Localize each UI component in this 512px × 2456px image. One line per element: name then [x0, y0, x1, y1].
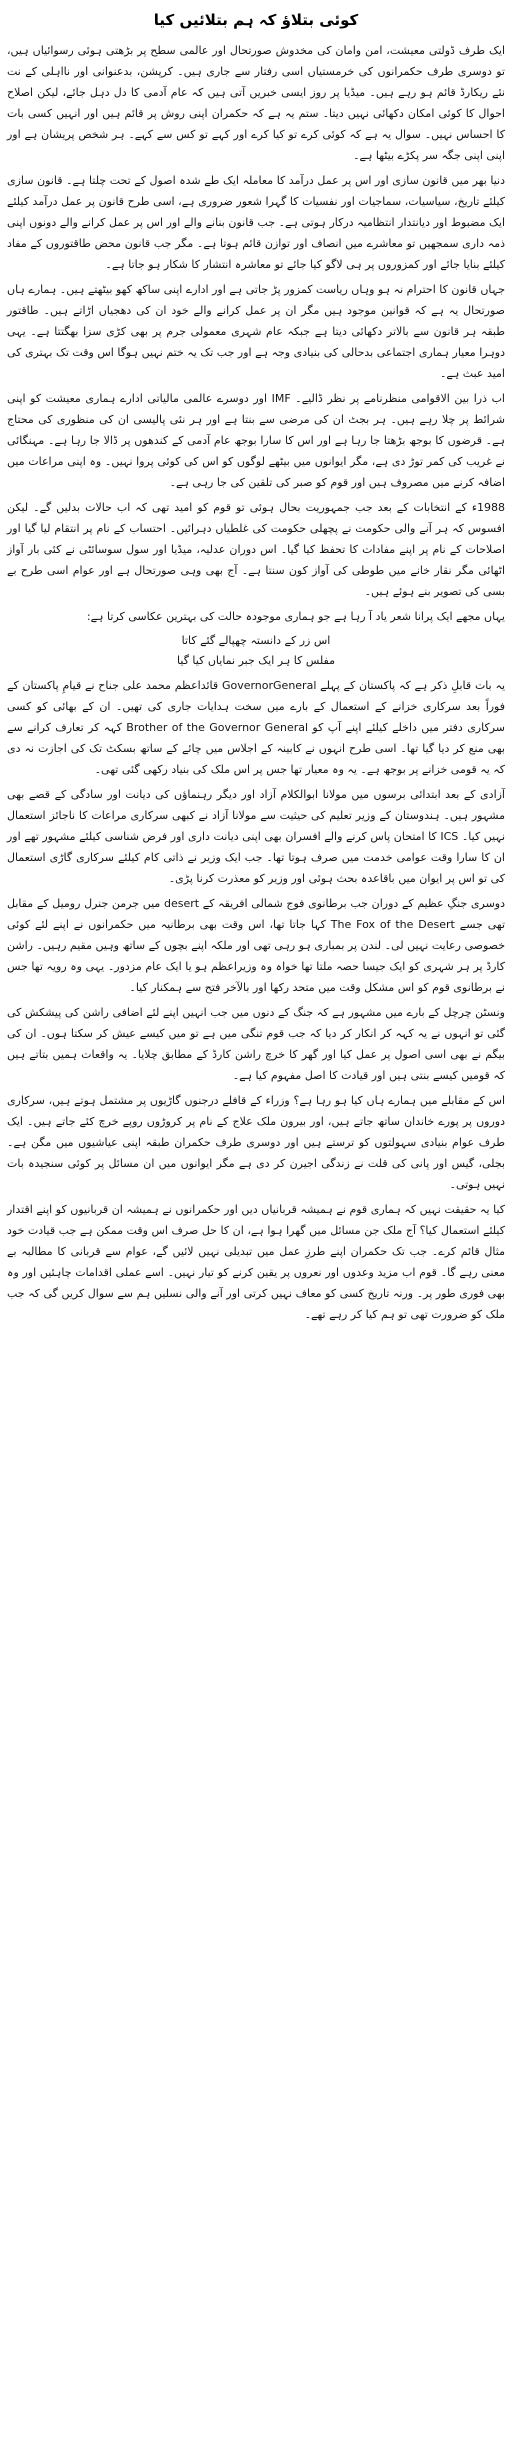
poem-line: اس زر کے دانستہ چھپالے گئے کاتا — [181, 634, 331, 647]
article-body — [7, 40, 505, 1325]
paragraph: یہاں مجھے ایک پرانا شعر یاد آ رہا ہے جو ہماری موجودہ حالت کی بہترین عکاسی کرتا ہے: — [86, 610, 505, 623]
paragraph: 1988ء کے انتخابات کے بعد جب جمہوریت بحال ہوئی تو قوم کو امید تھی کہ اب حالات بدلیں گے۔ لیکن افسوس کہ ہر آنے والی حکومت نے پچھلی حکومت کی غلطیاں دہرائیں۔ احتساب کے نام پر انتقام لیا گیا اور اصلاحات کے نام پر اپنے مفادات کا تحفظ کیا گیا۔ اس دوران عدلیہ، میڈیا اور سول سوسائٹی نے کئی بار آواز اٹھائی مگر نقار خانے میں طوطی کی آواز کون سنتا ہے۔ آج بھی وہی صورتحال ہے اور عوام اسی طرح بے بسی کی تصویر بنے ہوئے ہیں۔ — [7, 501, 505, 598]
paragraph: کیا یہ حقیقت نہیں کہ ہماری قوم نے ہمیشہ قربانیاں دیں اور حکمرانوں نے ہمیشہ ان قربانیوں کو اپنے اقتدار کیلئے استعمال کیا؟ آج ملک جن مسائل میں گھرا ہوا ہے، ان کا حل صرف اس وقت ممکن ہے جب قیادت خود مثال قائم کرے۔ جب تک حکمران اپنے طرزِ عمل میں تبدیلی نہیں لائیں گے، عوام سے قربانی کا مطالبہ بے معنی رہے گا۔ قوم اب مزید وعدوں اور نعروں پر یقین کرنے کو تیار نہیں۔ اسے عملی اقدامات چاہئیں اور وہ بھی فوری طور پر۔ ورنہ تاریخ کسی کو معاف نہیں کرتی اور آنے والی نسلیں ہم سے سوال کریں گی کہ جب ملک کو ضرورت تھی تو ہم کیا کر رہے تھے۔ — [7, 1203, 505, 1321]
paragraph: ونسٹن چرچل کے بارے میں مشہور ہے کہ جنگ کے دنوں میں جب انہیں اپنے لئے اضافی راشن کی پیشکش کی گئی تو انہوں نے یہ کہہ کر انکار کر دیا کہ جب قوم تنگی میں ہے تو میں کیسے عیش کر سکتا ہوں۔ ان کی بیگم نے بھی اسی اصول پر عمل کیا اور گھر کا خرچ راشن کارڈ کے مطابق چلایا۔ یہ واقعات ہمیں بتاتے ہیں کہ قومیں کیسے بنتی ہیں اور قیادت کا اصل مفہوم کیا ہے۔ — [7, 1006, 505, 1082]
paragraph: اب ذرا بین الاقوامی منظرنامے پر نظر ڈالیے۔ IMF اور دوسرے عالمی مالیاتی ادارے ہماری معیشت کو اپنی شرائط پر چلا رہے ہیں۔ ہر بجٹ ان کی مرضی سے بنتا ہے اور ہر نئی پالیسی ان کی منظوری کی محتاج ہے۔ قرضوں کا بوجھ بڑھتا جا رہا ہے اور اس کا سارا بوجھ عام آدمی کے کندھوں پر ڈالا جا رہا ہے۔ مہنگائی نے غریب کی کمر توڑ دی ہے، مگر ایوانوں میں بیٹھے لوگوں کو اس کی کوئی پروا نہیں۔ وہ اپنی مراعات میں اضافہ کرنے میں مصروف ہیں اور قوم کو صبر کی تلقین کی جا رہی ہے۔ — [7, 392, 505, 489]
article-title: کوئی بتلاؤ کہ ہم بتلائیں کیا — [153, 11, 359, 29]
paragraph: اس کے مقابلے میں ہمارے ہاں کیا ہو رہا ہے؟ وزراء کے قافلے درجنوں گاڑیوں پر مشتمل ہوتے ہیں، سرکاری دوروں پر پورے خاندان ساتھ جاتے ہیں، اور بیرون ملک علاج کے نام پر کروڑوں روپے خرچ کئے جاتے ہیں۔ ایک طرف عوام بنیادی سہولتوں کو ترستے ہیں اور دوسری طرف حکمران طبقہ اپنی عیاشیوں میں مگن ہے۔ بجلی، گیس اور پانی کی قلت نے زندگی اجیرن کر دی ہے مگر ایوانوں میں ان مسائل پر کوئی سنجیدہ بات نہیں ہوتی۔ — [7, 1094, 505, 1191]
paragraph: ایک طرف ڈولتی معیشت، امن وامان کی مخدوش صورتحال اور عالمی سطح پر بڑھتی ہوئی رسوائیاں ہیں، تو دوسری طرف حکمرانوں کی خرمستیاں اسی رفتار سے جاری ہیں۔ کرپشن، بدعنوانی اور نااہلی کے نت نئے ریکارڈ قائم ہو رہے ہیں۔ میڈیا پر روز ایسی خبریں آتی ہیں کہ عام آدمی کا دل دہل جائے، لیکن اصلاح احوال کا کوئی امکان دکھائی نہیں دیتا۔ ستم یہ ہے کہ حکمران اپنی روش پر قائم ہیں اور انہیں کسی بات کا احساس نہیں۔ سوال یہ ہے کہ کوئی کرے تو کیا کرے اور کہے تو کس سے کہے۔ ہر شخص پریشان ہے اور اپنی اپنی جگہ سر پکڑے بیٹھا ہے۔ — [7, 44, 505, 162]
poem — [7, 631, 505, 671]
poem-line: مفلس کا ہر ایک جبر نمایاں کیا گیا — [177, 654, 335, 667]
paragraph: یہ بات قابلِ ذکر ہے کہ پاکستان کے پہلے GovernorGeneral قائداعظم محمد علی جناح نے قیامِ پاکستان کے فوراً بعد سرکاری خزانے کے استعمال کے بارے میں سخت ہدایات جاری کی تھیں۔ ان کے بھائی کو کسی سرکاری دفتر میں داخلے کیلئے اپنے آپ کو Brother of the Governor General کہہ کر تعارف کرانے سے بھی منع کر دیا گیا تھا۔ اسی طرح انہوں نے کابینہ کے اجلاس میں چائے کے ساتھ بسکٹ تک کی اجازت نہ دی کہ یہ قومی خزانے پر بوجھ ہے۔ یہ وہ معیار تھا جس پر اس ملک کی بنیاد رکھی گئی تھی۔ — [7, 679, 506, 776]
paragraph: دوسری جنگِ عظیم کے دوران جب برطانوی فوج شمالی افریقہ کے desert میں جرمن جنرل رومیل کے مقابل تھی جسے The Fox of the Desert کہا جاتا تھا، اس وقت بھی برطانیہ میں حکمرانوں نے اپنے لئے کوئی خصوصی رعایت نہیں لی۔ لندن پر بمباری ہو رہی تھی اور ملکہ اپنے بچوں کے ساتھ وہیں مقیم رہیں۔ راشن کارڈ پر ہر شہری کو ایک جیسا حصہ ملتا تھا خواہ وہ وزیراعظم ہو یا ایک عام مزدور۔ یہی وہ رویہ تھا جس نے برطانوی قوم کو اس مشکل وقت میں متحد رکھا اور بالآخر فتح سے ہمکنار کیا۔ — [7, 897, 506, 994]
paragraph: آزادی کے بعد ابتدائی برسوں میں مولانا ابوالکلام آزاد اور دیگر رہنماؤں کی دیانت اور سادگی کے قصے بھی مشہور ہیں۔ ہندوستان کے وزیر تعلیم کی حیثیت سے مولانا آزاد نے کبھی سرکاری مراعات کا ناجائز استعمال نہیں کیا۔ ICS کا امتحان پاس کرنے والے افسران بھی اپنی دیانت داری اور فرض شناسی کیلئے مشہور تھے اور ان کا سارا وقت عوامی خدمت میں صرف ہوتا تھا۔ جب ایک وزیر نے ذاتی کام کیلئے سرکاری گاڑی استعمال کی تو اس پر ایوان میں باقاعدہ بحث ہوئی اور وزیر کو معذرت کرنا پڑی۔ — [7, 788, 505, 885]
paragraph: جہاں قانون کا احترام نہ ہو وہاں ریاست کمزور پڑ جاتی ہے اور ادارے اپنی ساکھ کھو بیٹھتے ہیں۔ ہمارے ہاں صورتحال یہ ہے کہ قوانین موجود ہیں مگر ان پر عمل کرانے والے خود ان کی دھجیاں اڑاتے ہیں۔ طاقتور طبقہ ہر قانون سے بالاتر دکھائی دیتا ہے جبکہ عام شہری معمولی جرم پر بھی کڑی سزا بھگتتا ہے۔ یہی دوہرا معیار ہماری اجتماعی بدحالی کی بنیادی وجہ ہے اور جب تک یہ ختم نہیں ہوگا اس وقت تک بہتری کی امید عبث ہے۔ — [7, 283, 505, 380]
paragraph: دنیا بھر میں قانون سازی اور اس پر عمل درآمد کا معاملہ ایک طے شدہ اصول کے تحت چلتا ہے۔ قانون سازی کیلئے تاریخ، سیاسیات، سماجیات اور نفسیات کا گہرا شعور ضروری ہے، اسی طرح قانون پر عمل درآمد کیلئے ایک مضبوط اور دیانتدار انتظامیہ درکار ہوتی ہے۔ جب قانون بنانے والے اور اس پر عمل کرانے والے دونوں اپنی ذمہ داری سمجھیں تو معاشرے میں انصاف اور توازن قائم ہوتا ہے۔ مگر جب قانون محض طاقتوروں کے مفاد کیلئے بنایا جائے اور کمزوروں پر ہی لاگو کیا جائے تو معاشرہ انتشار کا شکار ہو جاتا ہے۔ — [7, 174, 505, 271]
